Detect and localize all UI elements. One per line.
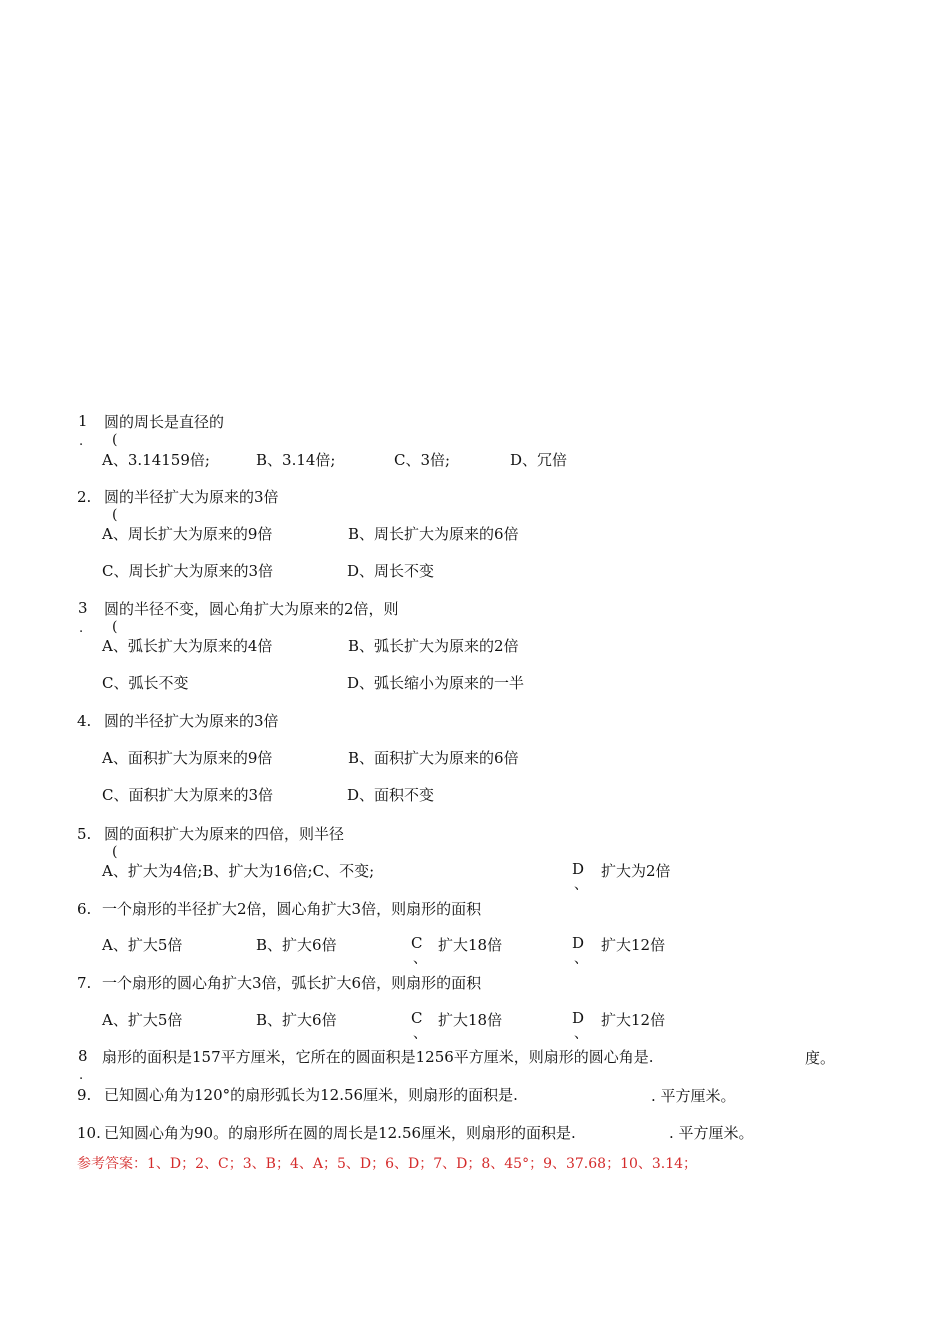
question-stem: 圆的面积扩大为原来的四倍，则半径 [104, 825, 345, 843]
option-b: B、弧长扩大为原来的2倍 [348, 637, 519, 655]
question-number: 4. [77, 712, 92, 730]
option-d-sep: 、 [574, 877, 588, 893]
question-stem: 圆的半径扩大为原来的3倍 [104, 488, 279, 506]
question-stem: 圆的半径扩大为原来的3倍 [104, 712, 279, 730]
number-dot: . [79, 434, 84, 449]
question-stem: 一个扇形的圆心角扩大3倍，弧长扩大6倍，则扇形的面积 [102, 974, 482, 992]
question-number: 9. [77, 1086, 92, 1104]
option-a: A、扩大5倍 [102, 936, 183, 954]
option-c-sep: 、 [413, 951, 427, 967]
question-unit: . 平方厘米。 [669, 1124, 754, 1142]
question-number: 7. [77, 974, 92, 992]
question-stem: 已知圆心角为90。的扇形所在圆的周长是12.56厘米，则扇形的面积是. [104, 1124, 576, 1142]
question-number: 2. [77, 488, 92, 506]
question-stem: 圆的半径不变，圆心角扩大为原来的2倍，则 [104, 600, 399, 618]
question-stem: 扇形的面积是157平方厘米，它所在的圆面积是1256平方厘米，则扇形的圆心角是. [102, 1048, 654, 1066]
option-d: 扩大为2倍 [601, 862, 671, 880]
answer-paren: ( [112, 507, 118, 523]
option-d-letter: D [572, 1009, 585, 1027]
question-unit: . 平方厘米。 [651, 1087, 736, 1105]
answer-paren: ( [112, 844, 118, 860]
question-number: 6. [77, 900, 92, 918]
option-b: B、扩大6倍 [256, 1011, 337, 1029]
answer-key: 参考答案：1、D；2、C；3、B；4、A；5、D；6、D；7、D；8、45°；9、37.68；10、3.14； [77, 1156, 698, 1172]
option-d: D、周长不变 [347, 562, 435, 580]
question-unit: 度。 [805, 1049, 836, 1067]
number-dot: . [79, 621, 84, 636]
option-c: C、面积扩大为原来的3倍 [102, 786, 274, 804]
option-a: A、3.14159倍; [102, 451, 210, 469]
option-c-sep: 、 [413, 1026, 427, 1042]
question-number: 1 [78, 412, 88, 430]
option-b: B、3.14倍; [256, 451, 336, 469]
option-d-sep: 、 [574, 951, 588, 967]
option-d: 扩大12倍 [601, 1011, 666, 1029]
option-c: 扩大18倍 [438, 1011, 503, 1029]
option-d-letter: D [572, 860, 585, 878]
option-a: A、周长扩大为原来的9倍 [102, 525, 273, 543]
question-stem: 已知圆心角为120°的扇形弧长为12.56厘米，则扇形的面积是. [104, 1086, 518, 1104]
option-a: A、弧长扩大为原来的4倍 [102, 637, 273, 655]
question-number: 8 [78, 1047, 88, 1065]
option-b: B、扩大6倍 [256, 936, 337, 954]
option-d-letter: D [572, 934, 585, 952]
option-d: D、弧长缩小为原来的一半 [347, 674, 525, 692]
question-stem: 一个扇形的半径扩大2倍，圆心角扩大3倍，则扇形的面积 [102, 900, 482, 918]
option-c: C、3倍; [394, 451, 451, 469]
option-b: B、面积扩大为原来的6倍 [348, 749, 519, 767]
question-number: 5. [77, 825, 92, 843]
option-d: D、面积不变 [347, 786, 435, 804]
question-number: 10. [77, 1124, 101, 1142]
option-d: D、冗倍 [510, 451, 568, 469]
option-d: 扩大12倍 [601, 936, 666, 954]
question-number: 3 [78, 599, 88, 617]
option-abc: A、扩大为4倍;B、扩大为16倍;C、不变; [102, 862, 375, 880]
option-d-sep: 、 [574, 1026, 588, 1042]
option-b: B、周长扩大为原来的6倍 [348, 525, 519, 543]
option-c: 扩大18倍 [438, 936, 503, 954]
question-stem: 圆的周长是直径的 [104, 413, 225, 431]
option-c: C、周长扩大为原来的3倍 [102, 562, 274, 580]
answer-paren: ( [112, 432, 118, 448]
option-a: A、扩大5倍 [102, 1011, 183, 1029]
option-c: C、弧长不变 [102, 674, 189, 692]
option-c-letter: C [411, 934, 423, 952]
option-c-letter: C [411, 1009, 423, 1027]
answer-paren: ( [112, 619, 118, 635]
number-dot: . [79, 1068, 84, 1083]
option-a: A、面积扩大为原来的9倍 [102, 749, 273, 767]
